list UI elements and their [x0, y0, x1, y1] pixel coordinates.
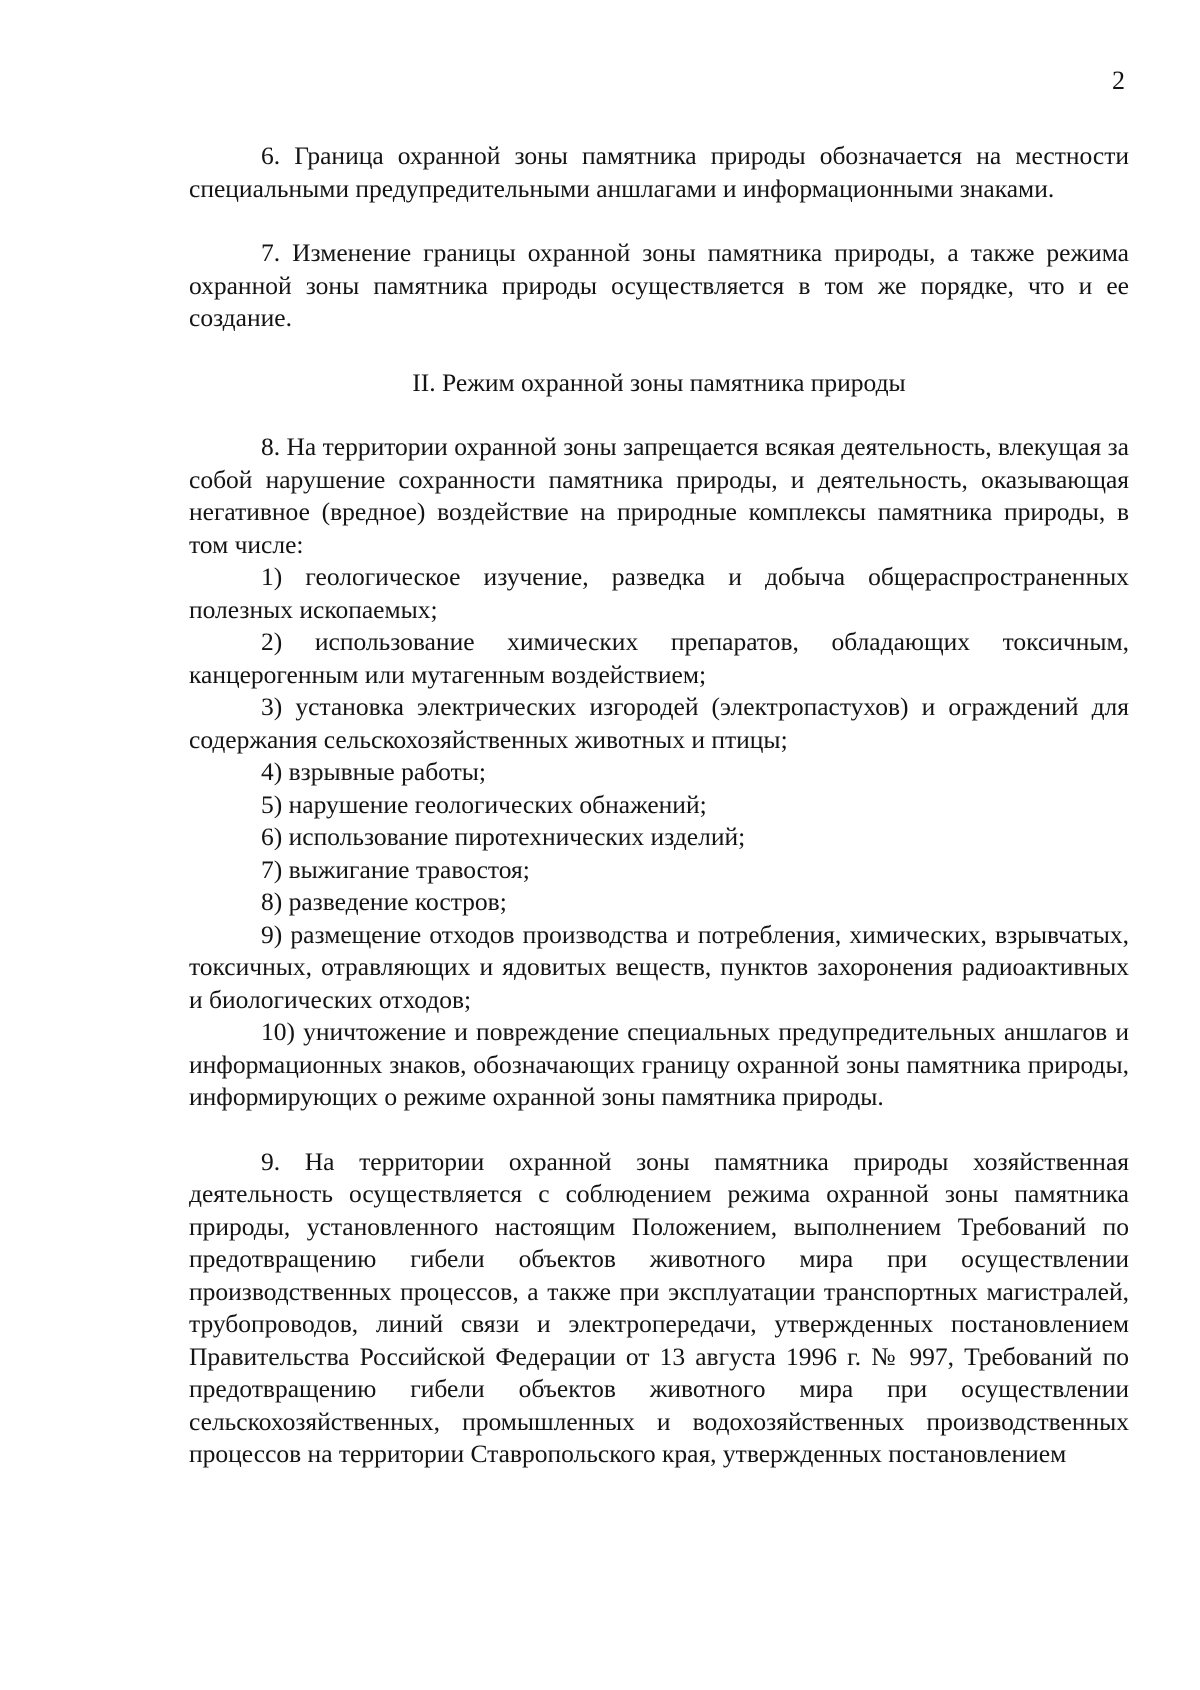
paragraph-9: 9. На территории охранной зоны памятника природы хозяйственная деятельность осуществляется с соблюдением режима охранной зоны памятника природы, установленного настоящим Положением, выполнением Требований по предотвращению гибели объектов животного мира при осуществлении производственных процессов, а также при эксплуатации транспортных магистралей, трубопроводов, линий связи и электропередачи, утвержденных постановлением Правительства Российской Федерации от 13 августа 1996 г. № 997, Требований по предотвращению гибели объектов животного мира при осуществлении сельскохозяйственных, промышленных и водохозяйственных производственных процессов на территории Ставропольского края, утвержденных постановлением: [189, 1146, 1129, 1468]
paragraph-8-intro: 8. На территории охранной зоны запрещается всякая деятельность, влекущая за собой нарушение сохранности памятника природы, и деятельность, оказывающая негативное (вредное) воздействие на природные комплексы памятника природы, в том числе:: [189, 432, 1129, 559]
list-item: 9) размещение отходов производства и потребления, химических, взрывчатых, токсичных, отравляющих и ядовитых веществ, пунктов захоронения радиоактивных и биологических отходов;: [189, 919, 1129, 1014]
list-item: 7) выжигание травостоя;: [261, 854, 530, 884]
paragraph-7: 7. Изменение границы охранной зоны памятника природы, а также режима охранной зоны памятника природы осуществляется в том же порядке, что и ее создание.: [189, 238, 1129, 332]
section-heading: II. Режим охранной зоны памятника природы: [412, 367, 906, 397]
paragraph-6: 6. Граница охранной зоны памятника природы обозначается на местности специальными предупредительными аншлагами и информационными знаками.: [189, 141, 1129, 203]
list-item: 5) нарушение геологических обнажений;: [261, 789, 707, 819]
page-number: 2: [1112, 66, 1125, 95]
document-body: [189, 140, 1129, 1471]
list-item: 3) установка электрических изгородей (электропастухов) и ограждений для содержания сельскохозяйственных животных и птицы;: [189, 692, 1129, 754]
list-item: 10) уничтожение и повреждение специальных предупредительных аншлагов и информационных знаков, обозначающих границу охранной зоны памятника природы, информирующих о режиме охранной зоны памятника природы.: [189, 1017, 1129, 1111]
list-item: 6) использование пиротехнических изделий;: [261, 822, 746, 851]
list-item: 2) использование химических препаратов, обладающих токсичным, канцерогенным или мутагенным воздействием;: [189, 627, 1129, 689]
list-item: 1) геологическое изучение, разведка и добыча общераспространенных полезных ископаемых;: [189, 562, 1129, 624]
list-item: 4) взрывные работы;: [261, 757, 486, 786]
prohibited-activities-list: [189, 561, 1129, 1114]
list-item: 8) разведение костров;: [261, 887, 507, 916]
